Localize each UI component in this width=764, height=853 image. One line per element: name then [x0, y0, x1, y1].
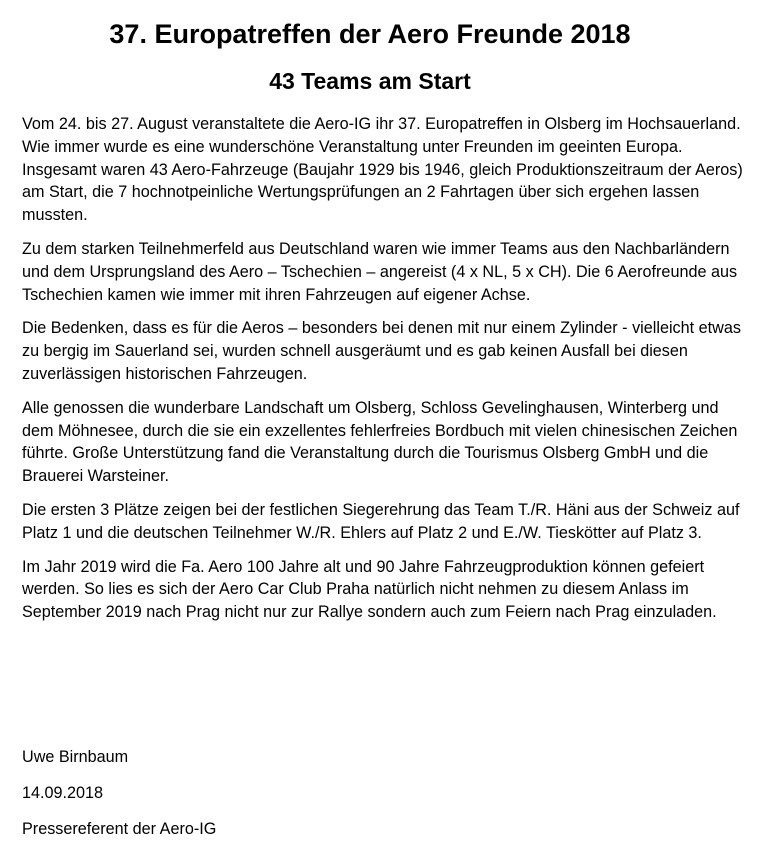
paragraph-event-intro: Vom 24. bis 27. August veranstaltete die Aero-IG ihr 37. Europatreffen in Olsberg im Hochsauerland. Wie immer wurde es eine wunderschöne Veranstaltung unter Freunden im geeinten Europa. Insgesamt waren 43 Aero-Fahrzeuge (Baujahr 1929 bis 1946, gleich Produktionszeitraum der Aeros) am Start, die 7 hochnotpeinliche Wertungsprüfungen an 2 Fahrtagen über sich ergehen lassen mussten.	[22, 115, 743, 225]
paragraph-participants: Zu dem starken Teilnehmerfeld aus Deutschland waren wie immer Teams aus den Nachbarländern und dem Ursprungsland des Aero – Tschechien – angereist (4 x NL, 5 x CH). Die 6 Aerofreunde aus Tschechien kamen wie immer mit ihren Fahrzeugen auf eigener Achse.	[22, 239, 738, 304]
paragraph-winners: Die ersten 3 Plätze zeigen bei der festlichen Siegerehrung das Team T./R. Häni aus der Schweiz auf Platz 1 und die deutschen Teilnehmer W./R. Ehlers auf Platz 2 und E./W. Tieskötter auf Platz 3.	[22, 500, 740, 542]
article-body	[22, 113, 744, 635]
paragraph-concerns: Die Bedenken, dass es für die Aeros – besonders bei denen mit nur einem Zylinder - vielleicht etwas zu bergig im Sauerland sei, wurden schnell ausgeräumt und es gab keinen Ausfall bei diesen zuverlässigen historischen Fahrzeugen.	[22, 319, 741, 383]
signature-name: Uwe Birnbaum	[22, 748, 129, 766]
signature-date: 14.09.2018	[22, 784, 104, 802]
paragraph-landscape: Alle genossen die wunderbare Landschaft um Olsberg, Schloss Gevelinghausen, Winterberg und dem Möhnesee, durch die sie ein exzellentes fehlerfreies Bordbuch mit vielen chinesischen Zeichen führte. Große Unterstützung fand die Veranstaltung durch die Tourismus Olsberg GmbH und die Brauerei Warsteiner.	[22, 398, 738, 486]
document-subtitle: 43 Teams am Start	[269, 68, 471, 94]
paragraph-outlook: Im Jahr 2019 wird die Fa. Aero 100 Jahre alt und 90 Jahre Fahrzeugproduktion können gefeiert werden. So lies es sich der Aero Car Club Praha natürlich nicht nehmen zu diesem Anlass im September 2019 nach Prag nicht nur zur Rallye sondern auch zum Feiern nach Prag einzuladen.	[22, 557, 717, 622]
document-title: 37. Europatreffen der Aero Freunde 2018	[109, 19, 631, 49]
signature-role: Pressereferent der Aero-IG	[22, 820, 217, 838]
